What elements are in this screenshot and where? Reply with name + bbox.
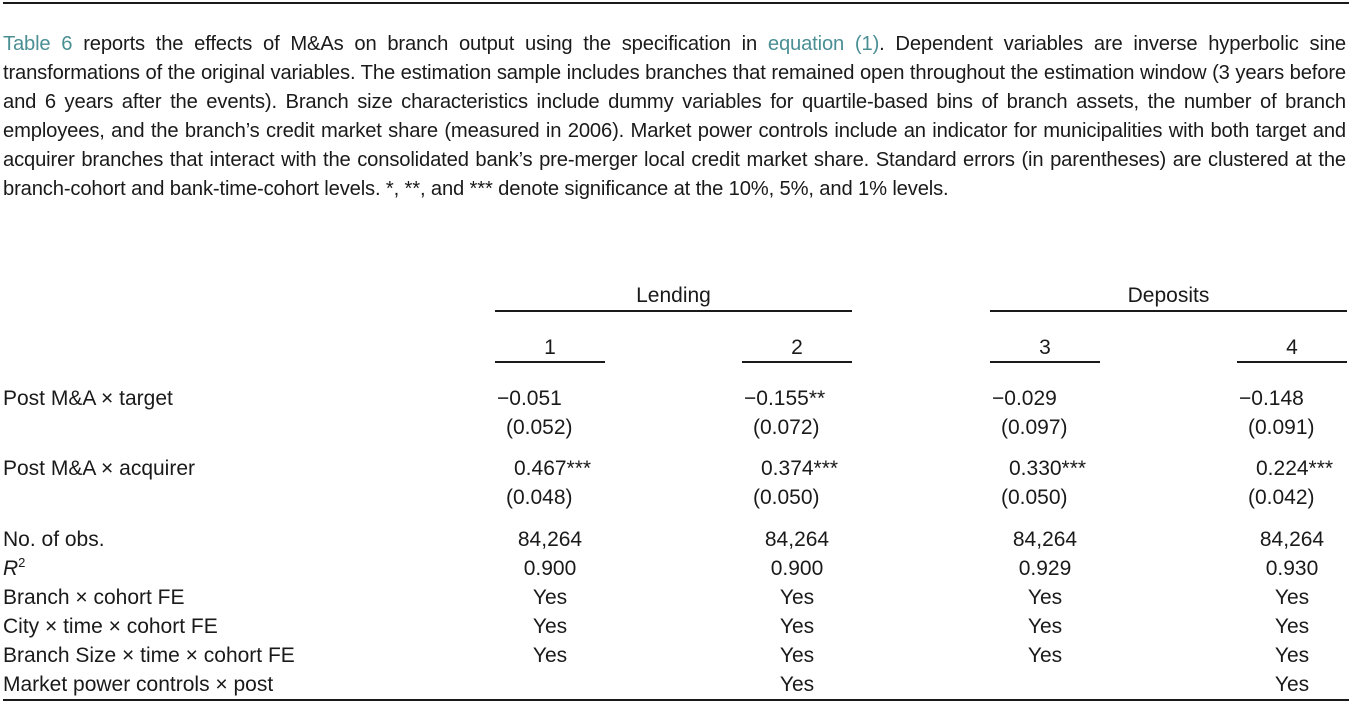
row-label-r2: $R^2$: [3, 555, 26, 580]
table-cell: 84,264: [764, 528, 830, 551]
table-cell: −0.029: [992, 387, 1057, 410]
row-label-market-power: Market power controls × post: [3, 673, 274, 696]
row-label-size-fe: Branch Size × time × cohort FE: [3, 644, 295, 667]
table-cell: (0.042): [1248, 486, 1315, 509]
group-rule-lending: [495, 310, 852, 312]
table-cell: −0.155**: [744, 387, 826, 410]
table-cell: 84,264: [1012, 528, 1078, 551]
table-cell: Yes: [779, 673, 815, 696]
table-cell: 0.930: [1265, 557, 1319, 580]
table-cell: (0.091): [1248, 416, 1315, 439]
row-label-target: Post M&A × target: [3, 387, 173, 410]
table-cell: 0.900: [523, 557, 577, 580]
column-header-1: 1: [544, 336, 556, 359]
table-cell: Yes: [1274, 615, 1310, 638]
column-rule-2: [742, 361, 852, 363]
row-label-branch-fe: Branch × cohort FE: [3, 586, 185, 609]
top-rule: [3, 2, 1349, 4]
table-cell: Yes: [1027, 644, 1063, 667]
table-cell: Yes: [1274, 586, 1310, 609]
table-cell: Yes: [532, 586, 568, 609]
table-cell: Yes: [1027, 615, 1063, 638]
table-cell: 84,264: [1259, 528, 1325, 551]
table-cell: (0.048): [506, 486, 573, 509]
caption-text-b: . Dependent variables are inverse hyperbolic sine transformations of the original variables. The estimation sample includes branches that remained open throughout the estimation window (3 years before and 6 years after the events). Branch size characteristics include dummy variables for quartile-based bins of branch assets, the number of branch employees, and the branch’s credit market share (measured in 2006). Market power controls include an indicator for municipalities with both target and acquirer branches that interact with the consolidated bank’s pre-merger local credit market share. Standard errors (in parentheses) are clustered at the branch-cohort and bank-time-cohort levels. *, **, and *** denote significance at the 10%, 5%, and 1% levels.: [3, 33, 1346, 200]
group-rule-deposits: [990, 310, 1347, 312]
table-cell: (0.097): [1001, 416, 1068, 439]
column-header-3: 3: [1039, 336, 1051, 359]
table-cell: 0.929: [1018, 557, 1072, 580]
equation-reference-link[interactable]: equation (1): [767, 33, 880, 55]
table-cell: Yes: [1274, 644, 1310, 667]
table-cell: −0.051: [497, 387, 562, 410]
table-cell: Yes: [532, 615, 568, 638]
table-cell: Yes: [779, 644, 815, 667]
table-cell: 0.224***: [1256, 457, 1334, 480]
table-cell: Yes: [532, 644, 568, 667]
table-cell: 0.900: [770, 557, 824, 580]
row-label-obs: No. of obs.: [3, 528, 105, 551]
group-header-deposits: Deposits: [1127, 284, 1210, 307]
table-cell: (0.050): [1001, 486, 1068, 509]
table-reference-link[interactable]: Table 6: [3, 33, 73, 55]
table-cell: Yes: [779, 615, 815, 638]
table-cell: 0.374***: [761, 457, 839, 480]
table-cell: 84,264: [517, 528, 583, 551]
column-rule-4: [1237, 361, 1347, 363]
table-cell: 0.467***: [514, 457, 592, 480]
table-cell: Yes: [1027, 586, 1063, 609]
table-cell: Yes: [1274, 673, 1310, 696]
table-cell: (0.052): [506, 416, 573, 439]
group-header-lending: Lending: [636, 284, 711, 307]
column-header-4: 4: [1286, 336, 1298, 359]
table-cell: (0.072): [753, 416, 820, 439]
row-label-city-fe: City × time × cohort FE: [3, 615, 218, 638]
caption-text-a: reports the effects of M&As on branch output using the specification in: [72, 33, 768, 55]
table-caption: [3, 30, 1346, 204]
column-rule-3: [990, 361, 1100, 363]
table-cell: −0.148: [1239, 387, 1304, 410]
column-header-2: 2: [791, 336, 803, 359]
table-cell: 0.330***: [1009, 457, 1087, 480]
row-label-acquirer: Post M&A × acquirer: [3, 457, 196, 480]
table-cell: Yes: [779, 586, 815, 609]
column-rule-1: [495, 361, 605, 363]
table-cell: (0.050): [753, 486, 820, 509]
bottom-rule: [3, 699, 1349, 701]
